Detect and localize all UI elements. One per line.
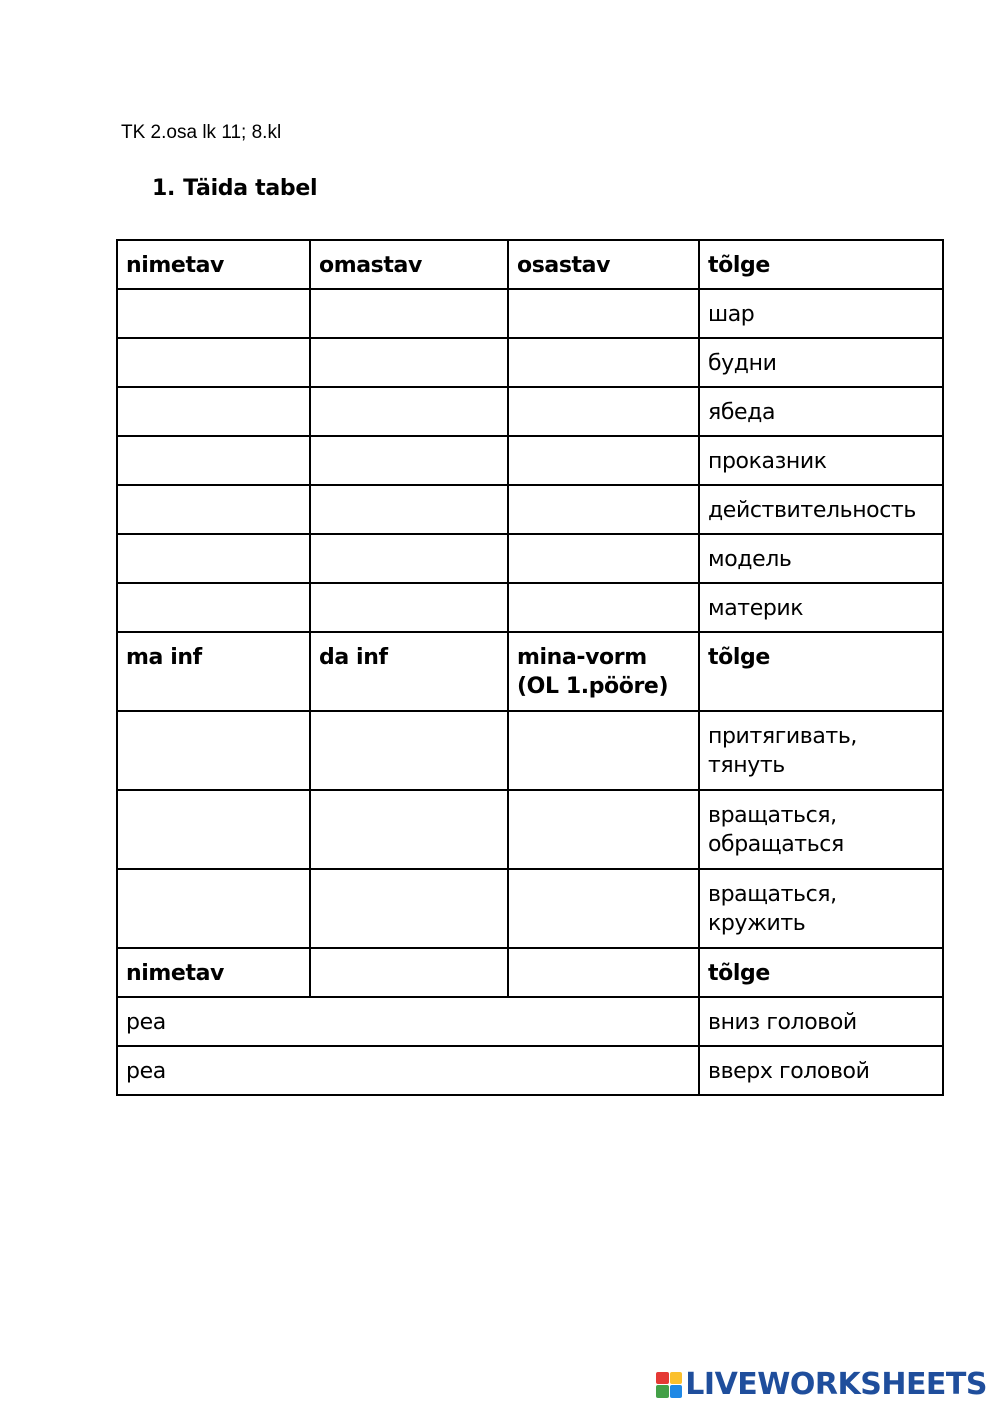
task-number: 1. [152, 176, 176, 201]
answer-cell[interactable] [117, 387, 310, 436]
answer-cell[interactable] [508, 869, 699, 948]
task-title: Täida tabel [183, 176, 318, 201]
answer-cell[interactable] [508, 338, 699, 387]
answer-cell[interactable] [117, 338, 310, 387]
table-row [117, 436, 943, 485]
answer-cell[interactable] [310, 436, 508, 485]
answer-cell[interactable] [117, 436, 310, 485]
worksheet-table [116, 239, 944, 1096]
translation-cell: вращаться, обращаться [699, 790, 943, 869]
header-cell-nimetav: nimetav [117, 240, 310, 289]
answer-cell[interactable] [117, 790, 310, 869]
translation-cell: вращаться, кружить [699, 869, 943, 948]
answer-cell[interactable] [310, 534, 508, 583]
answer-cell[interactable] [508, 485, 699, 534]
logo-square-red [656, 1372, 669, 1385]
phrase-answer-cell[interactable]: pea [117, 1046, 699, 1095]
answer-cell[interactable] [310, 711, 508, 790]
answer-cell[interactable] [508, 387, 699, 436]
table-row [117, 1046, 943, 1095]
answer-cell[interactable] [117, 289, 310, 338]
header-cell-osastav: osastav [508, 240, 699, 289]
answer-cell[interactable] [310, 869, 508, 948]
logo-square-yellow [670, 1372, 683, 1385]
table-row [117, 583, 943, 632]
header-cell-tolge: tõlge [699, 948, 943, 997]
answer-cell[interactable] [310, 338, 508, 387]
table-row [117, 485, 943, 534]
translation-cell: ябеда [699, 387, 943, 436]
translation-cell: действительность [699, 485, 943, 534]
table-row [117, 869, 943, 948]
answer-cell[interactable] [508, 711, 699, 790]
liveworksheets-logo [656, 1367, 987, 1402]
table-row [117, 387, 943, 436]
document-header: TK 2.osa lk 11; 8.kl [121, 122, 282, 143]
answer-cell[interactable] [508, 790, 699, 869]
translation-cell: проказник [699, 436, 943, 485]
translation-cell: материк [699, 583, 943, 632]
logo-square-green [656, 1385, 669, 1398]
answer-cell[interactable] [117, 485, 310, 534]
table-header-row [117, 632, 943, 711]
answer-cell[interactable] [117, 869, 310, 948]
table-row [117, 338, 943, 387]
translation-cell: модель [699, 534, 943, 583]
logo-icon [656, 1372, 682, 1398]
header-cell-mina-vorm: mina-vorm (OL 1.pööre) [508, 632, 699, 711]
answer-cell[interactable] [117, 583, 310, 632]
phrase-answer-cell[interactable]: pea [117, 997, 699, 1046]
header-cell-empty [310, 948, 508, 997]
answer-cell[interactable] [310, 583, 508, 632]
answer-cell[interactable] [508, 583, 699, 632]
header-cell-tolge: tõlge [699, 632, 943, 711]
translation-cell: шар [699, 289, 943, 338]
answer-cell[interactable] [310, 289, 508, 338]
table-row [117, 534, 943, 583]
table-row [117, 997, 943, 1046]
answer-cell[interactable] [310, 790, 508, 869]
task-heading [152, 176, 317, 201]
table-row [117, 711, 943, 790]
table-header-row [117, 948, 943, 997]
answer-cell[interactable] [310, 485, 508, 534]
translation-cell: вниз головой [699, 997, 943, 1046]
answer-cell[interactable] [508, 289, 699, 338]
header-cell-omastav: omastav [310, 240, 508, 289]
table-row [117, 289, 943, 338]
header-cell-empty [508, 948, 699, 997]
answer-cell[interactable] [117, 711, 310, 790]
logo-square-blue [670, 1385, 683, 1398]
translation-cell: будни [699, 338, 943, 387]
logo-text: LIVEWORKSHEETS [685, 1367, 987, 1402]
answer-cell[interactable] [117, 534, 310, 583]
answer-cell[interactable] [310, 387, 508, 436]
answer-cell[interactable] [508, 534, 699, 583]
table-row [117, 790, 943, 869]
answer-cell[interactable] [508, 436, 699, 485]
translation-cell: притягивать, тянуть [699, 711, 943, 790]
table-header-row [117, 240, 943, 289]
translation-cell: вверх головой [699, 1046, 943, 1095]
header-cell-da-inf: da inf [310, 632, 508, 711]
header-cell-nimetav: nimetav [117, 948, 310, 997]
header-cell-ma-inf: ma inf [117, 632, 310, 711]
header-cell-tolge: tõlge [699, 240, 943, 289]
